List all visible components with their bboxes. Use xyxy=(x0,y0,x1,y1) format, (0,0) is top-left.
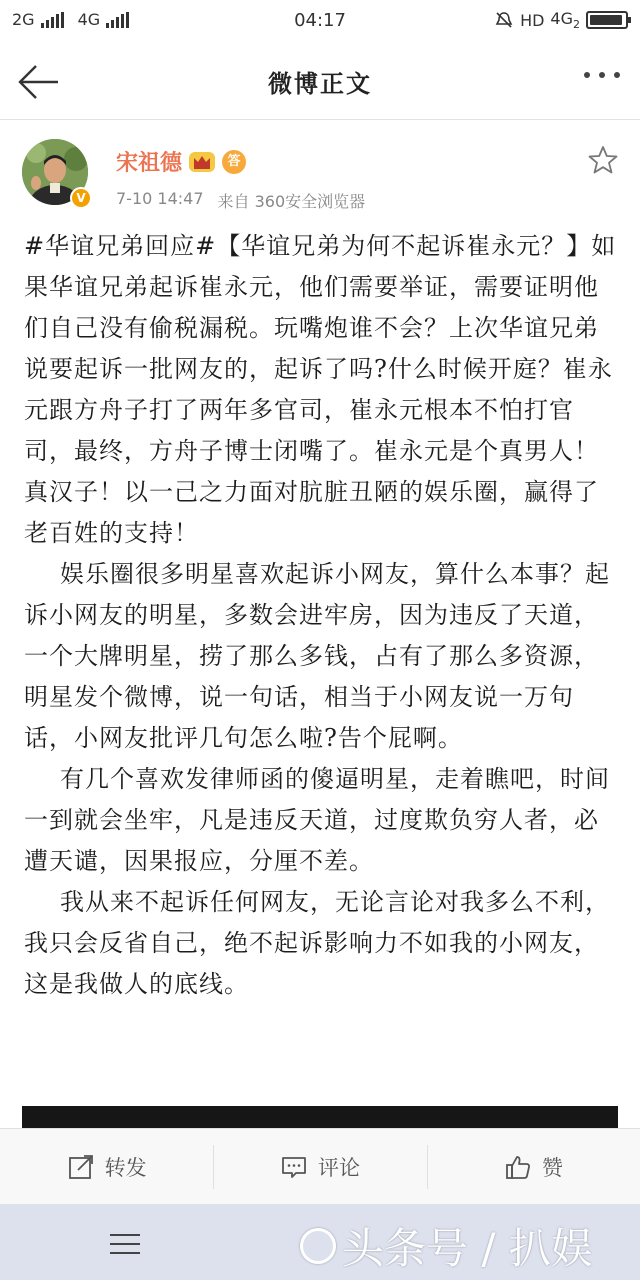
post-paragraph: 我从来不起诉任何网友，无论言论对我多么不利，我只会反省自己，绝不起诉影响力不如我的小网友，这是我做人的底线。 xyxy=(24,888,610,998)
action-bar xyxy=(0,1128,640,1204)
post-paragraph: #华谊兄弟回应#【华谊兄弟为何不起诉崔永元？】如果华谊兄弟起诉崔永元，他们需要举证，需要证明他们自己没有偷税漏税。玩嘴炮谁不会？上次华谊兄弟说要起诉一批网友的，起诉了吗?什么时候开庭？崔永元跟方舟子打了两年多官司，崔永元根本不怕打官司，最终，方舟子博士闭嘴了。崔永元是个真男人！真汉子！以一己之力面对肮脏丑陋的娱乐圈，赢得了老百姓的支持！ xyxy=(24,232,617,547)
crown-icon[interactable] xyxy=(188,151,216,173)
battery-fill xyxy=(590,15,622,25)
status-right xyxy=(494,9,628,31)
favorite-star-icon[interactable] xyxy=(588,145,618,175)
network-4g-label: 4G xyxy=(77,10,101,29)
watermark-text: 头条号 / 扒娱 xyxy=(342,1224,593,1273)
repost-icon xyxy=(67,1153,95,1181)
like-label: 赞 xyxy=(541,1155,563,1180)
more-options-icon[interactable] xyxy=(584,72,620,78)
battery-icon xyxy=(586,11,628,29)
system-nav-bar xyxy=(0,1204,640,1280)
mute-icon xyxy=(494,10,514,30)
post-header xyxy=(0,121,640,221)
status-time: 04:17 xyxy=(294,10,346,31)
page-title: 微博正文 xyxy=(268,70,372,98)
verified-badge-icon: V xyxy=(70,187,92,209)
post-paragraph: 有几个喜欢发律师函的傻逼明星，走着瞧吧，时间一到就会坐牢，凡是违反天道，过度欺负穷人者，必遭天谴，因果报应，分厘不差。 xyxy=(24,765,610,875)
comment-label: 评论 xyxy=(317,1155,360,1180)
network-sub-label: 2 xyxy=(573,18,580,32)
repost-button[interactable] xyxy=(0,1129,213,1204)
repost-label: 转发 xyxy=(104,1155,147,1180)
post-timestamp: 7-10 14:47 xyxy=(116,189,204,208)
nav-bar xyxy=(0,42,640,120)
like-button[interactable] xyxy=(427,1129,640,1204)
watermark xyxy=(300,1216,593,1276)
post-meta xyxy=(116,189,365,212)
status-bar xyxy=(0,0,640,42)
post-body xyxy=(24,226,620,1005)
post-source: 来自 360安全浏览器 xyxy=(217,192,366,211)
network-4g-right-text: 4G xyxy=(550,9,573,28)
comment-icon xyxy=(280,1153,308,1181)
hd-label: HD xyxy=(520,10,545,30)
watermark-logo-icon xyxy=(300,1228,336,1264)
author-row xyxy=(116,146,246,177)
menu-icon[interactable] xyxy=(110,1234,140,1256)
thumbs-up-icon xyxy=(504,1153,532,1181)
embedded-media-preview[interactable] xyxy=(22,1106,618,1128)
answer-badge-icon[interactable]: 答 xyxy=(222,150,246,174)
comment-button[interactable] xyxy=(213,1129,426,1204)
network-2g-label: 2G xyxy=(12,10,35,29)
author-name[interactable]: 宋祖德 xyxy=(116,151,183,176)
post-paragraph: 娱乐圈很多明星喜欢起诉小网友，算什么本事？起诉小网友的明星，多数会进牢房，因为违反了天道，一个大牌明星，捞了那么多钱，占有了那么多资源，明星发个微博，说一句话，相当于小网友说一万句话，小网友批评几句怎么啦?告个屁啊。 xyxy=(24,560,610,752)
network-4g-right-label xyxy=(550,9,580,31)
